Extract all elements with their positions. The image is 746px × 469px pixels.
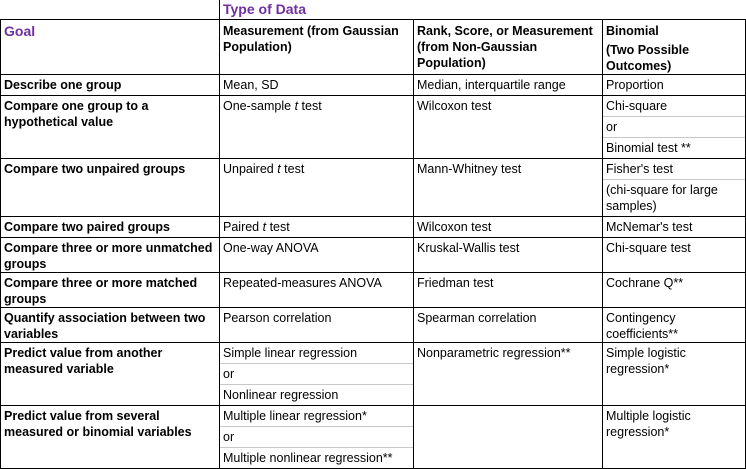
rank-cell [414,405,603,468]
cell-text: Spearman correlation [417,310,537,325]
cell-text-line: or [603,117,745,138]
table-body [1,74,746,468]
goal-cell [1,74,220,95]
rank-column-header: Rank, Score, or Measurement (from Non-Gaussian Population) [414,19,603,74]
cell-text-line: Fisher's test [603,159,745,180]
table-row [1,237,746,272]
measurement-cell [220,216,414,237]
cell-text: Repeated-measures ANOVA [223,275,382,290]
measurement-cell [220,74,414,95]
table-row [1,342,746,405]
measurement-column-header: Measurement (from Gaussian Population) [220,19,414,74]
cell-text: Mann-Whitney test [417,161,522,176]
binomial-cell [603,342,746,405]
cell-text-line: Binomial test ** [606,140,691,155]
rank-cell [414,95,603,158]
binomial-cell [603,216,746,237]
goal-text: Predict value from another measured variable [4,345,163,376]
binomial-cell [603,272,746,307]
cell-text: One-way ANOVA [223,240,319,255]
measurement-cell [220,95,414,158]
goal-text: Compare one group to a hypothetical value [4,98,149,129]
measurement-cell [220,405,414,468]
rank-cell [414,307,603,342]
cell-text-line: or [220,427,413,448]
cell-text: Proportion [606,77,664,92]
cell-text [417,406,599,408]
goal-text: Compare two unpaired groups [4,161,186,176]
goal-text: Compare three or more matched groups [4,275,198,306]
measurement-cell [220,342,414,405]
cell-text: Pearson correlation [223,310,332,325]
table-row [1,405,746,468]
cell-text: McNemar's test [606,219,693,234]
table-row [1,272,746,307]
binomial-cell [603,307,746,342]
table-row [1,95,746,158]
binomial-cell [603,237,746,272]
binomial-cell [603,74,746,95]
measurement-cell [220,307,414,342]
cell-text: Contingency coefficients** [606,310,679,341]
table-row [1,74,746,95]
cell-text: Mean, SD [223,77,279,92]
goal-cell [1,307,220,342]
table-row [1,158,746,216]
binomial-cell [603,158,746,216]
rank-cell [414,158,603,216]
cell-text-line: Simple linear regression [220,343,413,364]
table-row [1,216,746,237]
cell-text: Chi-square test [606,240,691,255]
empty-corner-cell [1,0,220,19]
goal-text: Quantify association between two variables [4,310,206,341]
goal-cell [1,405,220,468]
cell-text: Wilcoxon test [417,219,492,234]
cell-text: Unpaired t test [223,161,305,176]
cell-text: One-sample t test [223,98,322,113]
binomial-header-line2: (Two Possible Outcomes) [606,42,690,73]
binomial-cell [603,405,746,468]
goal-cell [1,237,220,272]
cell-text-line: Chi-square [603,96,745,117]
cell-text: Cochrane Q** [606,275,684,290]
cell-text: Friedman test [417,275,494,290]
cell-text-line: Multiple linear regression* [220,406,413,427]
goal-text: Compare two paired groups [4,219,170,234]
goal-cell [1,342,220,405]
rank-cell [414,342,603,405]
table-row [1,307,746,342]
goal-cell [1,216,220,237]
goal-cell [1,95,220,158]
cell-text: Wilcoxon test [417,98,492,113]
goal-text: Compare three or more unmatched groups [4,240,213,271]
type-of-data-header: Type of Data [220,0,746,19]
cell-text-line: Multiple nonlinear regression** [223,450,393,465]
goal-cell [1,158,220,216]
binomial-column-header [603,19,746,74]
cell-text-line: (chi-square for large samples) [606,182,718,213]
rank-cell [414,216,603,237]
goal-text: Predict value from several measured or binomial variables [4,408,192,439]
binomial-header-line1: Binomial [606,23,659,38]
cell-text: Paired t test [223,219,290,234]
cell-text-line: or [220,364,413,385]
rank-cell [414,237,603,272]
cell-text: Simple logistic regression* [606,345,686,376]
cell-text: Multiple logistic regression* [606,408,691,439]
goal-cell [1,272,220,307]
measurement-cell [220,237,414,272]
measurement-cell [220,158,414,216]
cell-text: Median, interquartile range [417,77,566,92]
rank-cell [414,74,603,95]
measurement-cell [220,272,414,307]
cell-text: Nonparametric regression** [417,345,571,360]
goal-header: Goal [1,19,220,74]
binomial-cell [603,95,746,158]
cell-text: Kruskal-Wallis test [417,240,520,255]
rank-cell [414,272,603,307]
cell-text-line: Nonlinear regression [223,387,339,402]
goal-text: Describe one group [4,77,122,92]
